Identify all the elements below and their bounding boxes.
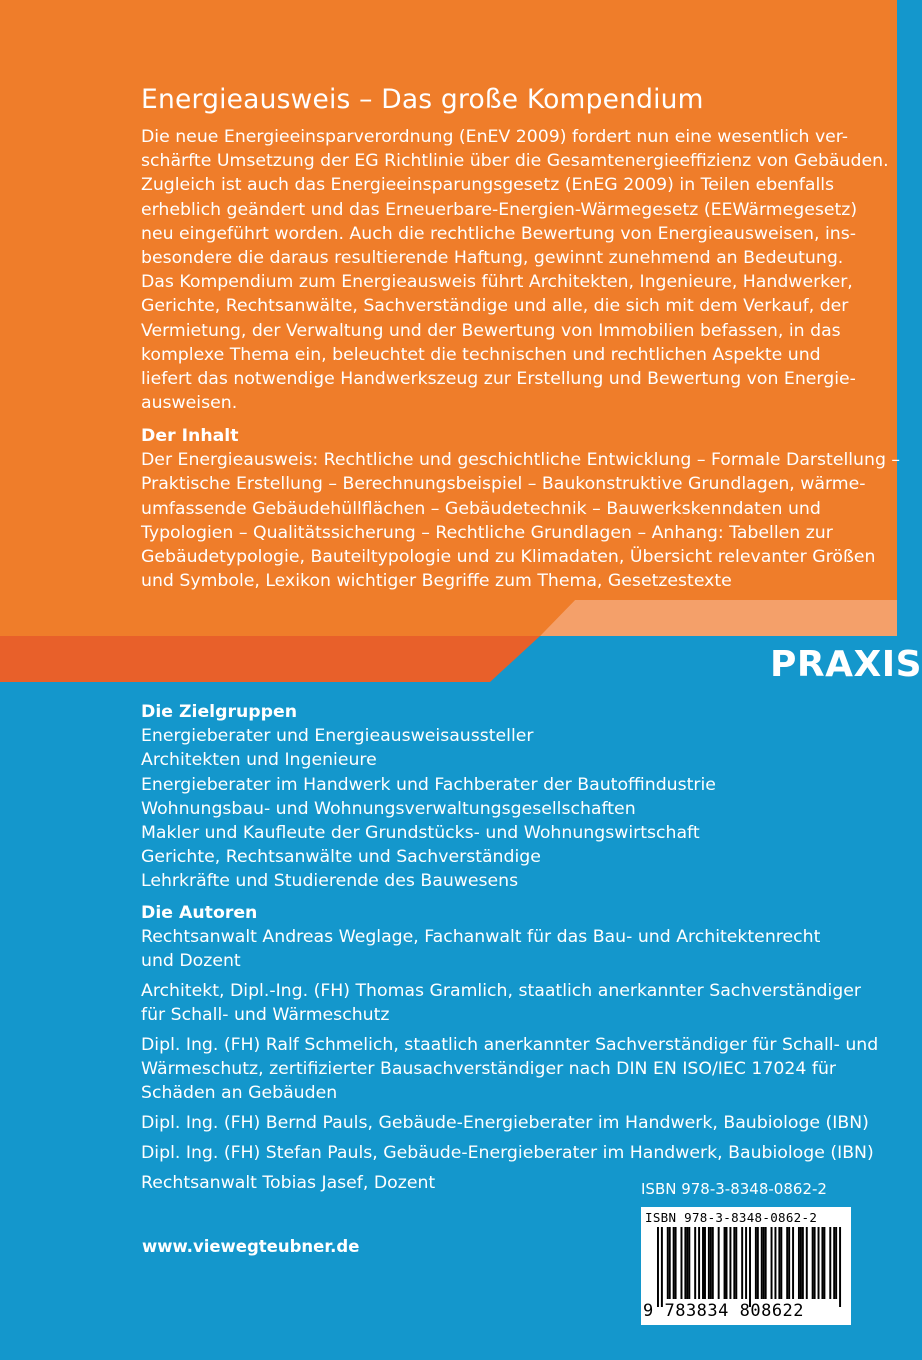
barcode-bar — [800, 1227, 802, 1299]
barcode-bar — [661, 1227, 663, 1307]
barcode-bar — [771, 1227, 773, 1299]
barcode-bar — [823, 1227, 825, 1299]
barcode-bar — [729, 1227, 731, 1299]
barcode-bar — [675, 1227, 677, 1299]
barcode-bar — [818, 1227, 820, 1299]
author-line: Rechtsanwalt Tobias Jasef, Dozent — [141, 1172, 436, 1193]
barcode-bar — [774, 1227, 776, 1299]
barcode-digits: 9 783834 808622 — [643, 1301, 805, 1321]
barcode — [641, 1207, 851, 1325]
barcode-bar — [686, 1227, 688, 1299]
author-line: Rechtsanwalt Andreas Weglage, Fachanwalt für das Bau- und Architektenrecht — [141, 927, 821, 948]
description-line: liefert das notwendige Handwerkszeug zur Erstellung und Bewertung von Energie- — [141, 369, 856, 390]
contents-line: und Symbole, Lexikon wichtiger Begriffe zum Thema, Gesetzestexte — [141, 571, 732, 592]
target-group-item: Architekten und Ingenieure — [141, 750, 377, 771]
description-line: ausweisen. — [141, 393, 238, 414]
contents-heading: Der Inhalt — [141, 426, 239, 446]
barcode-bar — [657, 1227, 659, 1307]
description-line: besondere die daraus resultierende Haftung, gewinnt zunehmend an Bedeutung. — [141, 248, 844, 269]
barcode-bar — [745, 1227, 747, 1299]
contents-line: Typologien – Qualitätssicherung – Rechtliche Grundlagen – Anhang: Tabellen zur — [141, 522, 833, 543]
description-line: Vermietung, der Verwaltung und der Bewertung von Immobilien befassen, in das — [141, 320, 841, 341]
target-group-item: Wohnungsbau- und Wohnungsverwaltungsgesellschaften — [141, 798, 636, 819]
description-line: Die neue Energieeinsparverordnung (EnEV 2009) fordert nun eine wesentlich ver- — [141, 127, 849, 147]
barcode-bar — [755, 1227, 757, 1299]
barcode-bar — [802, 1227, 804, 1299]
barcode-bar — [712, 1227, 714, 1299]
contents-line: Der Energieausweis: Rechtliche und geschichtliche Entwicklung – Formale Darstellung – — [141, 450, 901, 471]
author-entry — [141, 925, 841, 973]
barcode-isbn-text: ISBN 978-3-8348-0862-2 — [645, 1210, 818, 1225]
author-line: Architekt, Dipl.-Ing. (FH) Thomas Gramlich, staatlich anerkannter Sachverständiger — [141, 981, 862, 1002]
barcode-bar — [833, 1227, 835, 1299]
barcode-bar — [667, 1227, 669, 1299]
author-entry — [141, 1141, 874, 1165]
description-line: Zugleich ist auch das Energieeinsparungsgesetz (EnEG 2009) in Teilen ebenfalls — [141, 175, 835, 196]
barcode-bar — [835, 1227, 837, 1299]
target-group-item: Makler und Kaufleute der Grundstücks- und Wohnungswirtschaft — [141, 823, 700, 844]
barcode-bar — [726, 1227, 728, 1299]
barcode-bar — [733, 1227, 735, 1299]
author-entry — [141, 1111, 869, 1135]
description-line: neu eingeführt worden. Auch die rechtliche Bewertung von Energieausweisen, ins- — [141, 223, 856, 244]
barcode-bar — [694, 1227, 696, 1299]
barcode-bar — [749, 1227, 751, 1307]
target-group-item: Energieberater und Energieausweisaussteller — [141, 726, 534, 747]
barcode-bar — [821, 1227, 823, 1299]
author-line: Schäden an Gebäuden — [141, 1083, 338, 1104]
contents-line: Praktische Erstellung – Berechnungsbeispiel – Baukonstruktive Grundlagen, wärme- — [141, 474, 866, 495]
barcode-bar — [669, 1227, 671, 1299]
authors-section — [141, 901, 879, 1200]
author-entry — [141, 979, 862, 1027]
author-entry — [141, 1033, 879, 1106]
barcode-bars — [657, 1227, 843, 1309]
barcode-bar — [741, 1227, 743, 1299]
contents-line: Gebäudetypologie, Bauteiltypologie und zu Klimadaten, Übersicht relevanter Größen — [141, 547, 876, 568]
barcode-bar — [798, 1227, 800, 1299]
barcode-bar — [761, 1227, 763, 1299]
author-line: Wärmeschutz, zertifizierter Bausachverständiger nach DIN EN ISO/IEC 17024 für — [141, 1059, 836, 1080]
description-line: schärfte Umsetzung der EG Richtlinie über die Gesamtenergieeffizienz von Gebäuden. — [141, 151, 889, 172]
barcode-bar — [724, 1227, 726, 1299]
barcode-bar — [688, 1227, 690, 1299]
target-group-item: Energieberater im Handwerk und Fachberater der Bautoffindustrie — [141, 774, 716, 795]
description-line: komplexe Thema ein, beleuchtet die technischen und rechtlichen Aspekte und — [141, 344, 821, 365]
barcode-bar — [698, 1227, 700, 1299]
barcode-bar — [710, 1227, 712, 1299]
barcode-bar — [718, 1227, 720, 1299]
barcode-bar — [806, 1227, 808, 1299]
barcode-bar — [680, 1227, 682, 1299]
target-groups-heading: Die Zielgruppen — [141, 702, 298, 722]
target-group-item: Gerichte, Rechtsanwälte und Sachverständige — [141, 847, 541, 868]
barcode-bar — [778, 1227, 780, 1299]
barcode-bar — [812, 1227, 814, 1299]
barcode-bar — [763, 1227, 765, 1299]
author-line: und Dozent — [141, 951, 241, 972]
barcode-bar — [829, 1227, 831, 1299]
barcode-bar — [757, 1227, 759, 1299]
description-line: erheblich geändert und das Erneuerbare-Energien-Wärmegesetz (EEWärmegesetz) — [141, 199, 858, 220]
barcode-bar — [684, 1227, 686, 1299]
barcode-bar — [839, 1227, 841, 1307]
contents-line: umfassende Gebäudehüllflächen – Gebäudetechnik – Bauwerkskenndaten und — [141, 498, 821, 519]
barcode-bar — [792, 1227, 794, 1299]
contents-section — [141, 424, 901, 593]
description-line: Gerichte, Rechtsanwälte, Sachverständige und alle, die sich mit dem Verkauf, der — [141, 296, 849, 317]
author-line: Dipl. Ing. (FH) Ralf Schmelich, staatlich anerkannter Sachverständiger für Schall- und — [141, 1035, 879, 1056]
barcode-bar — [780, 1227, 782, 1299]
target-group-item: Lehrkräfte und Studierende des Bauwesens — [141, 871, 519, 892]
barcode-bar — [788, 1227, 790, 1299]
author-line: für Schall- und Wärmeschutz — [141, 1005, 390, 1026]
barcode-bar — [704, 1227, 706, 1299]
barcode-bar — [765, 1227, 767, 1299]
publisher-website: www.viewegteubner.de — [142, 1237, 360, 1256]
book-description — [141, 125, 889, 415]
isbn-label: ISBN 978-3-8348-0862-2 — [641, 1180, 827, 1198]
barcode-bar — [814, 1227, 816, 1299]
book-title: Energieausweis – Das große Kompendium — [141, 84, 704, 115]
authors-heading: Die Autoren — [141, 903, 258, 923]
barcode-bar — [708, 1227, 710, 1299]
author-line: Dipl. Ing. (FH) Bernd Pauls, Gebäude-Energieberater im Handwerk, Baubiologe (IBN) — [141, 1113, 869, 1134]
author-line: Dipl. Ing. (FH) Stefan Pauls, Gebäude-Energieberater im Handwerk, Baubiologe (IBN) — [141, 1142, 874, 1163]
target-groups-section — [141, 700, 841, 894]
praxis-band — [0, 600, 897, 690]
barcode-bar — [735, 1227, 737, 1299]
barcode-bar — [786, 1227, 788, 1299]
barcode-bar — [702, 1227, 704, 1299]
barcode-bar — [673, 1227, 675, 1299]
description-line: Das Kompendium zum Energieausweis führt Architekten, Ingenieure, Handwerker, — [141, 272, 853, 293]
praxis-label: PRAXIS — [770, 644, 922, 685]
